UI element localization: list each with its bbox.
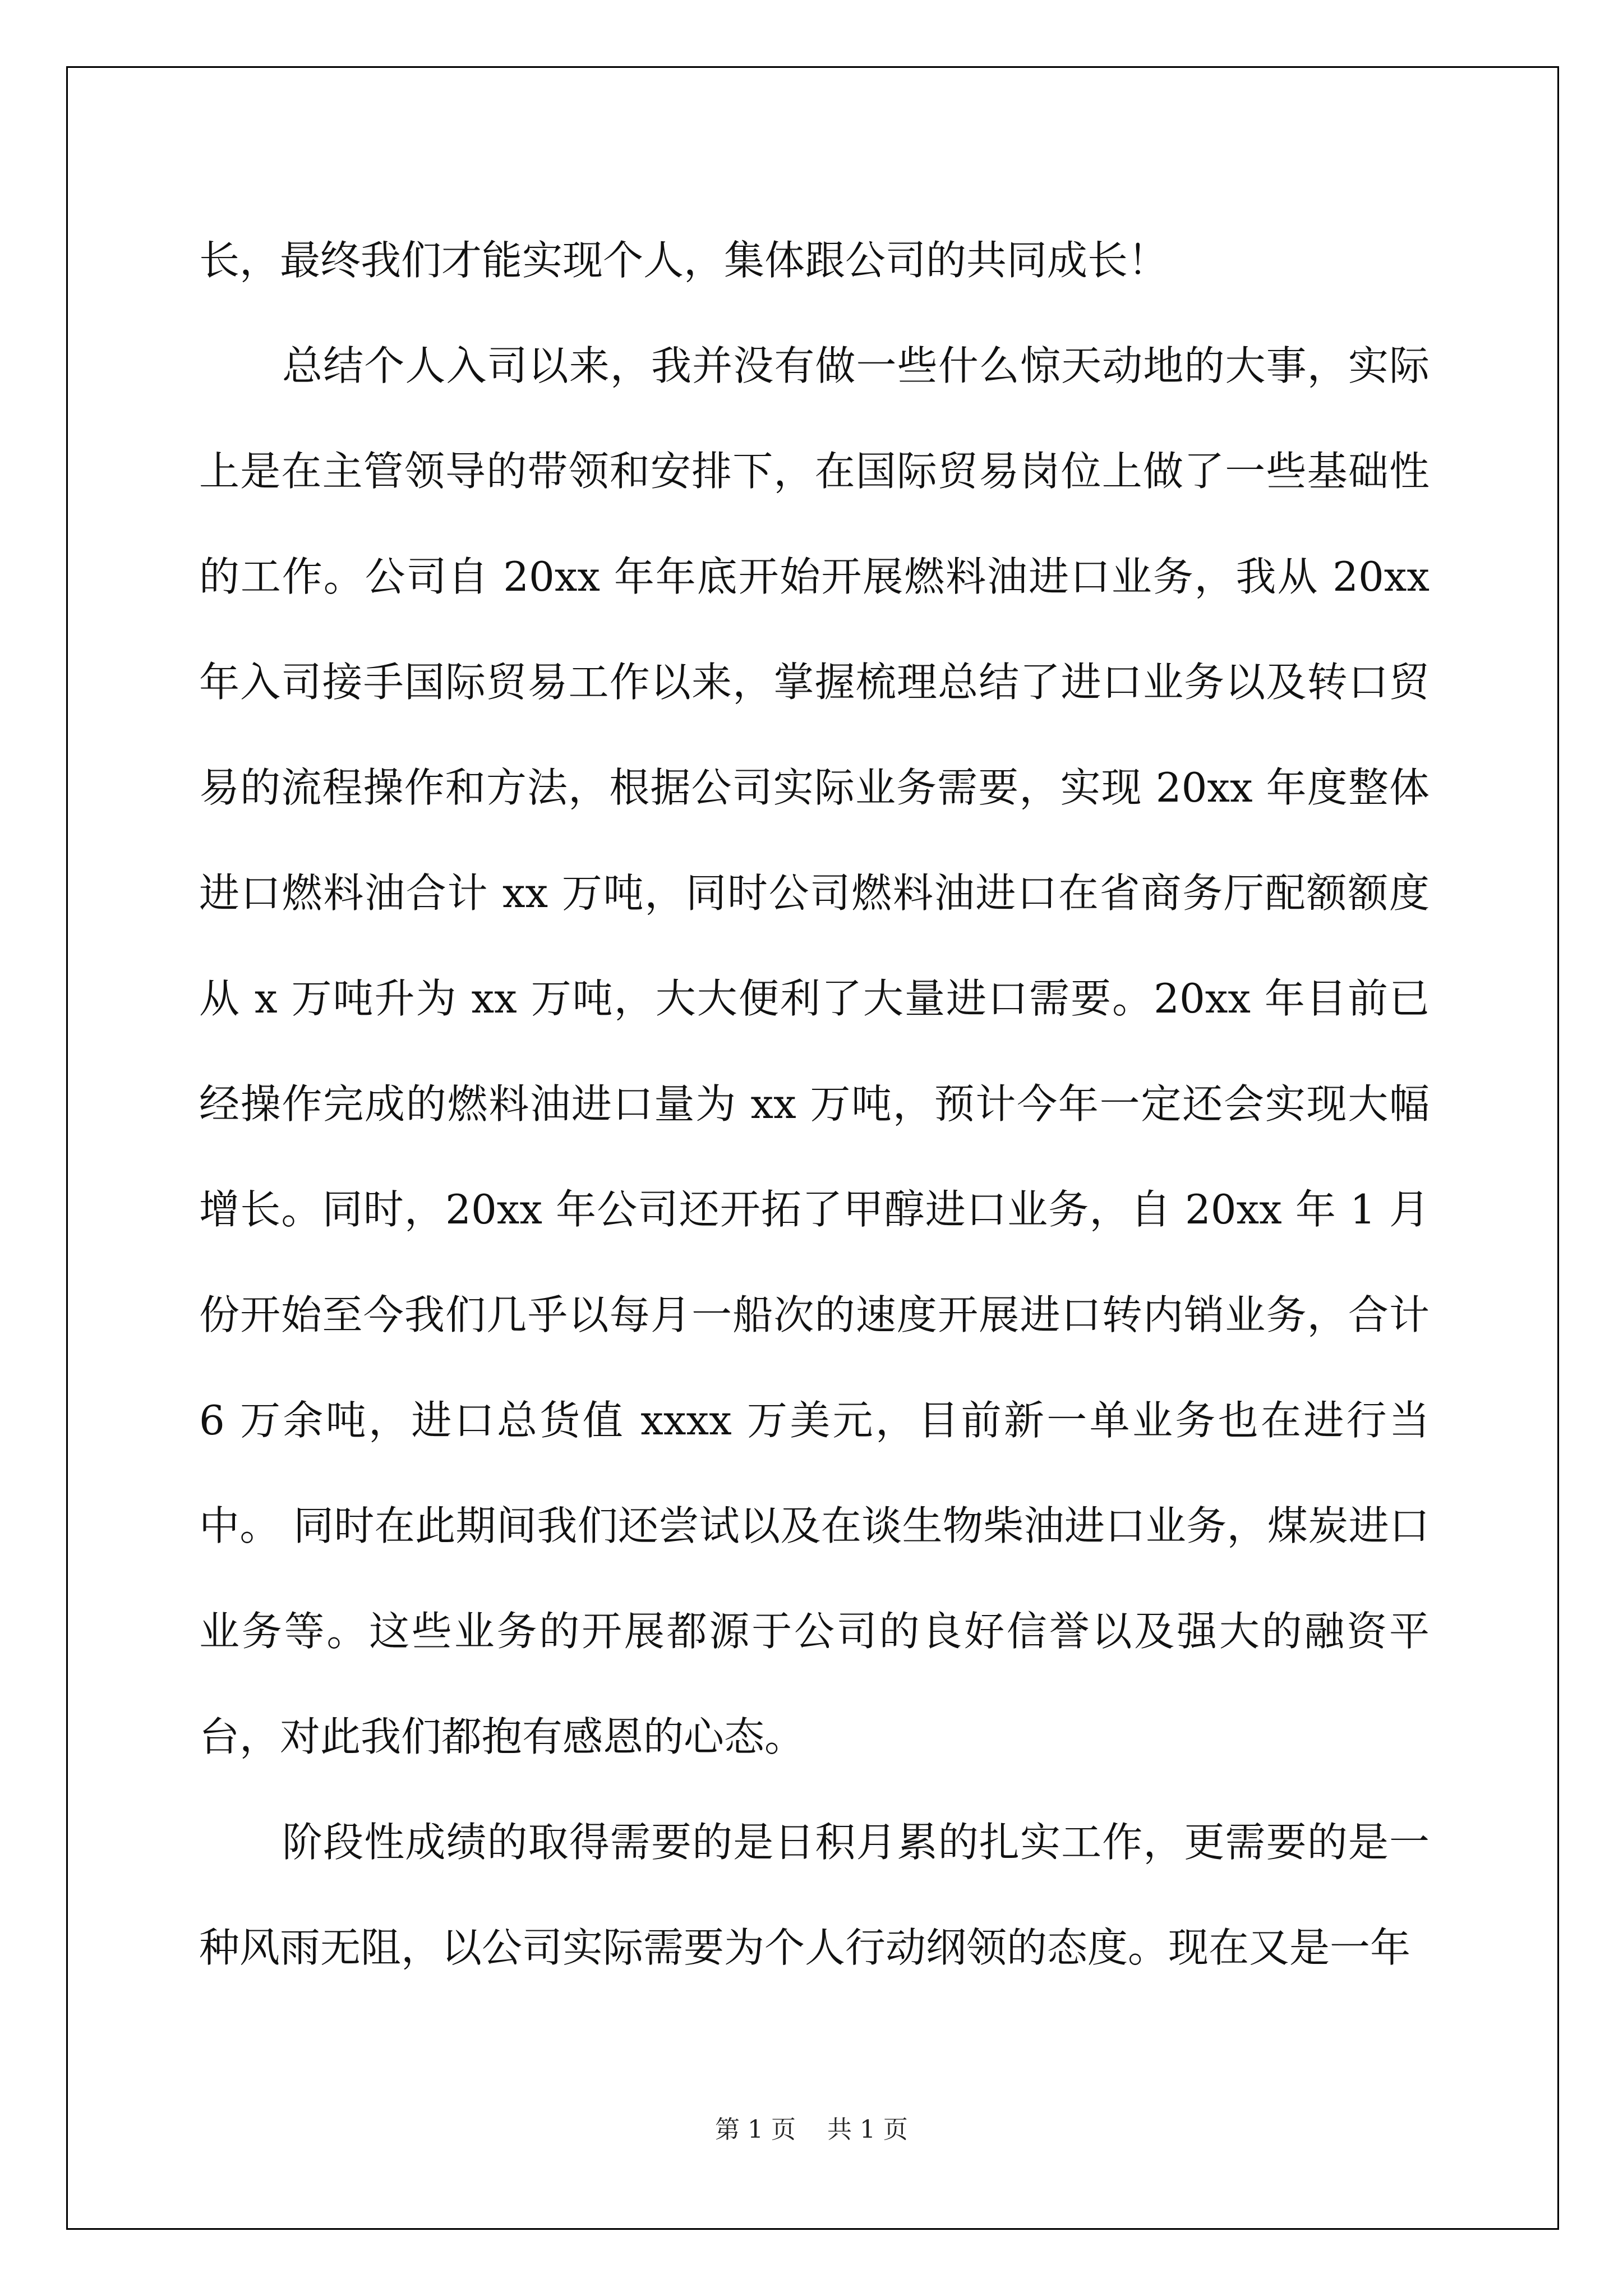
paragraph-1: 长，最终我们才能实现个人，集体跟公司的共同成长！	[199, 237, 1169, 284]
document-body	[199, 208, 1430, 2000]
paragraph-3: 阶段性成绩的取得需要的是日积月累的扎实工作，更需要的是一种风雨无阻，以公司实际需要为个人行动纲领的态度。现在又是一年	[199, 1819, 1430, 1971]
paragraph-2: 总结个人入司以来，我并没有做一些什么惊天动地的大事，实际上是在主管领导的带领和安排下，在国际贸易岗位上做了一些基础性的工作。公司自 20xx 年年底开始开展燃料油进口业务，我从 20xx 年入司接手国际贸易工作以来，掌握梳理总结了进口业务以及转口贸易的流程操作和方法，根据公司实际业务需要，实现 20xx 年度整体进口燃料油合计 xx 万吨，同时公司燃料油进口在省商务厅配额额度从 x 万吨升为 xx 万吨，大大便利了大量进口需要。20xx 年目前已经操作完成的燃料油进口量为 xx 万吨，预计今年一定还会实现大幅增长。同时，20xx 年公司还开拓了甲醇进口业务，自 20xx 年 1 月份开始至今我们几乎以每月一船次的速度开展进口转内销业务，合计 6 万余吨，进口总货值 xxxx 万美元，目前新一单业务也在进行当中。 同时在此期间我们还尝试以及在谈生物柴油进口业务，煤炭进口业务等。这些业务的开展都源于公司的良好信誉以及强大的融资平台，对此我们都抱有感恩的心态。	[199, 342, 1430, 1760]
page-footer: 第 1 页 共 1 页	[715, 2115, 908, 2144]
